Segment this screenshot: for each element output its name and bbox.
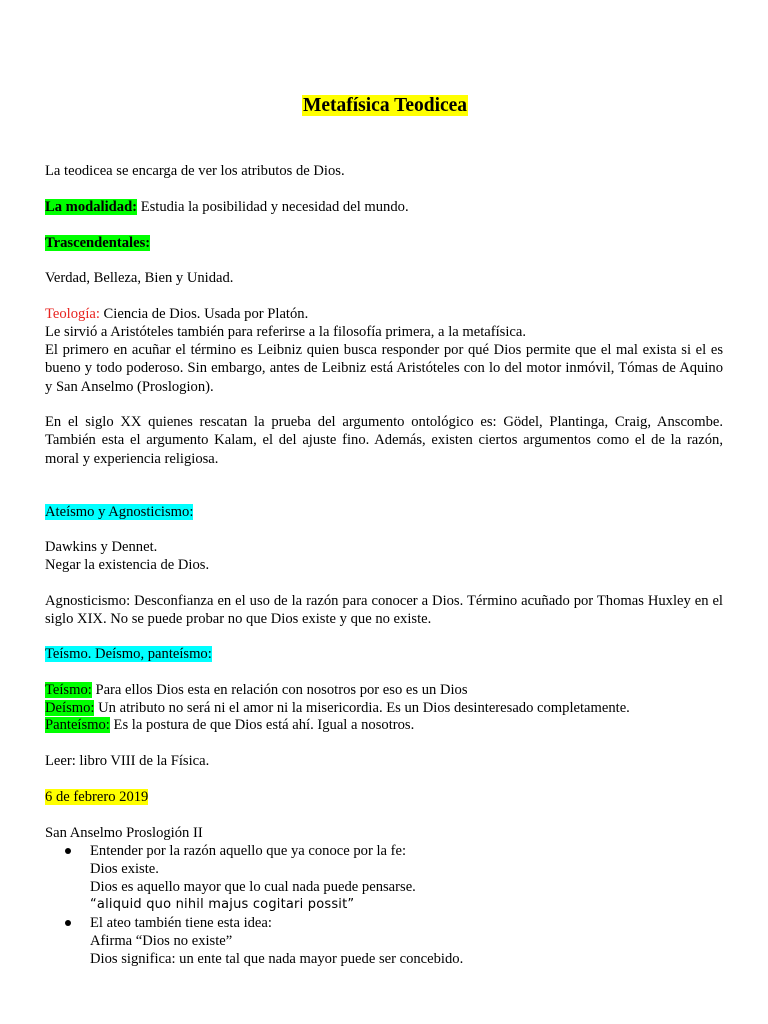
trascendentales-heading: Trascendentales:	[45, 235, 151, 251]
bullet-icon	[65, 848, 71, 854]
panteismo-item: Panteísmo: Es la postura de que Dios está ahí. Igual a nosotros.	[45, 717, 415, 733]
siglo-xx-paragraph: En el siglo XX quienes rescatan la prueba del argumento ontológico es: Gödel, Plantinga, Craig, Anscombe. También esta el argumento Kalam, el del ajuste fino. Además, existen ciertos argumentos como el de la razón, moral y experiencia religiosa.	[45, 414, 723, 467]
deismo-item: Deísmo: Un atributo no será ni el amor ni la misericordia. Es un Dios desinteresado completamente.	[45, 700, 630, 716]
date-heading: 6 de febrero 2019	[45, 789, 149, 805]
bullet-1-latin-quote: “aliquid quo nihil majus cogitari possit”	[90, 897, 355, 912]
bullet-1-line-1: Entender por la razón aquello que ya conoce por la fe:	[90, 843, 407, 859]
leer-text: Leer: libro VIII de la Física.	[45, 753, 210, 769]
modalidad-label: La modalidad:	[45, 199, 138, 215]
bullet-icon	[65, 920, 71, 926]
ateismo-line1: Dawkins y Dennet.	[45, 539, 158, 555]
ateismo-heading: Ateísmo y Agnosticismo:	[45, 504, 194, 520]
intro-text: La teodicea se encarga de ver los atributos de Dios.	[45, 163, 345, 179]
agnosticismo-paragraph: Agnosticismo: Desconfianza en el uso de la razón para conocer a Dios. Término acuñado por Thomas Huxley en el siglo XIX. No se puede probar no que Dios existe y que no existe.	[45, 593, 723, 628]
teologia-line2: Le sirvió a Aristóteles también para referirse a la filosofía primera, a la metafísica.	[45, 324, 526, 340]
bullet-1-line-3: Dios es aquello mayor que lo cual nada puede pensarse.	[90, 879, 416, 895]
trascendentales-text: Verdad, Belleza, Bien y Unidad.	[45, 270, 234, 286]
teologia-label: Teología:	[45, 306, 100, 322]
bullet-2-line-1: El ateo también tiene esta idea:	[90, 915, 272, 931]
teismo-heading: Teísmo. Deísmo, panteísmo:	[45, 646, 212, 662]
document-title: Metafísica Teodicea	[302, 95, 468, 116]
bullet-2-line-2: Afirma “Dios no existe”	[90, 933, 233, 949]
ateismo-line2: Negar la existencia de Dios.	[45, 557, 210, 573]
modalidad-line	[45, 198, 409, 216]
teologia-paragraph: El primero en acuñar el término es Leibniz quien busca responder por qué Dios permite que el mal exista si el es bueno y todo poderoso. Sin embargo, antes de Leibniz está Aristóteles con lo del motor inmóvil, Tómas de Aquino y San Anselmo (Proslogion).	[45, 342, 723, 395]
bullet-2-line-3: Dios significa: un ente tal que nada mayor puede ser concebido.	[90, 951, 464, 967]
bullet-1-line-2: Dios existe.	[90, 861, 159, 877]
teismo-item: Teísmo: Para ellos Dios esta en relación con nosotros por eso es un Dios	[45, 682, 468, 698]
anselmo-heading: San Anselmo Proslogión II	[45, 825, 203, 841]
teologia-line: Teología: Ciencia de Dios. Usada por Platón.	[45, 306, 309, 322]
modalidad-text: Estudia la posibilidad y necesidad del mundo.	[137, 199, 409, 215]
